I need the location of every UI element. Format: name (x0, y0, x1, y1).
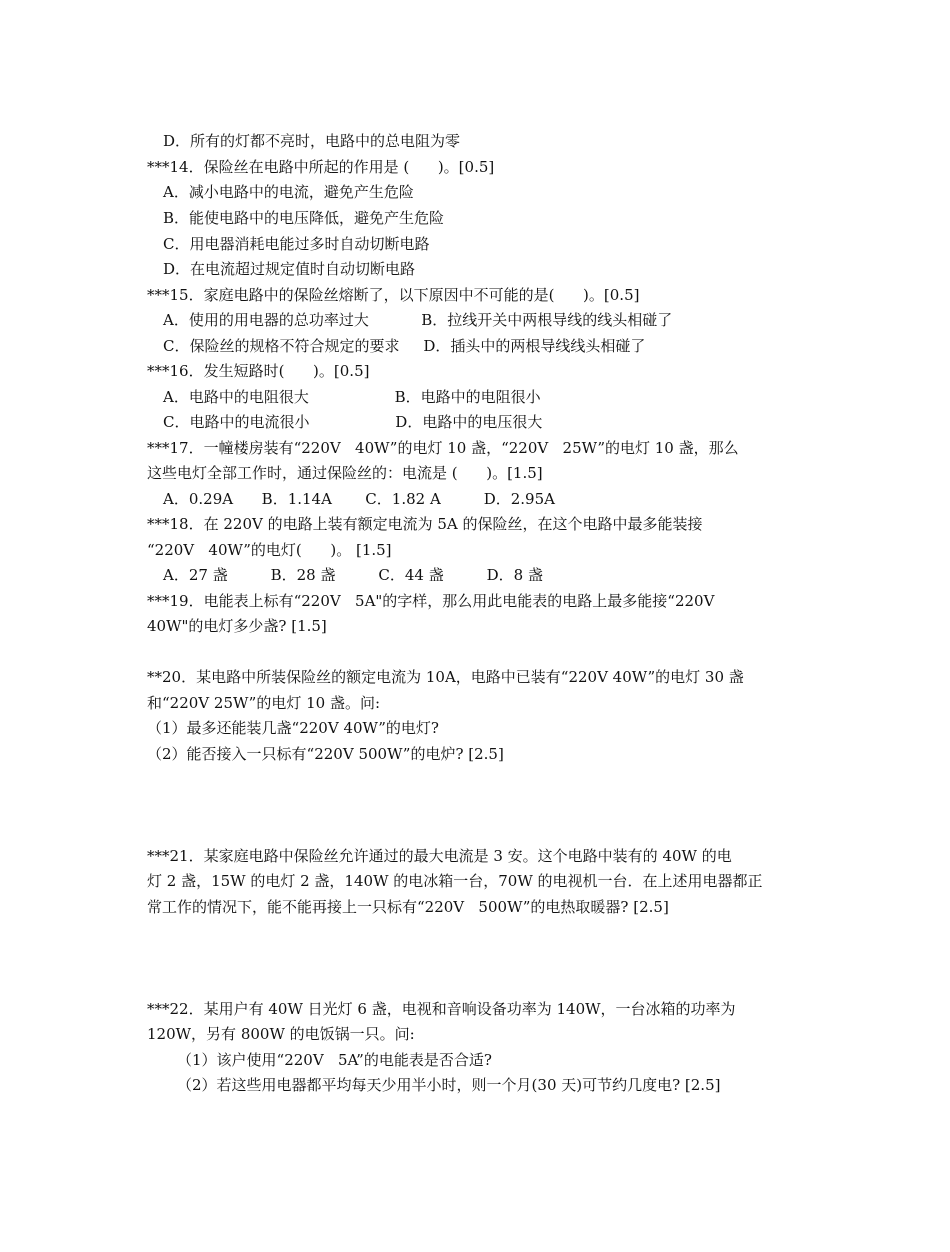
q22-subq-2: （2）若这些用电器都平均每天少用半小时，则一个月(30 天)可节约几度电? [2.5] (177, 1076, 721, 1094)
q22-subq-1: （1）该户使用“220V 5A”的电能表是否合适? (177, 1051, 492, 1069)
q15-stem: ***15．家庭电路中的保险丝熔断了，以下原因中不可能的是( )。[0.5] (147, 286, 640, 304)
q20-stem-line1: **20．某电路中所装保险丝的额定电流为 10A，电路中已装有“220V 40W”的电灯 30 盏 (147, 668, 744, 686)
q14-option-a: A．减小电路中的电流，避免产生危险 (163, 183, 414, 201)
q13-option-d: D．所有的灯都不亮时，电路中的总电阻为零 (163, 132, 461, 150)
q18-stem-line1: ***18．在 220V 的电路上装有额定电流为 5A 的保险丝，在这个电路中最多能装接 (147, 515, 703, 533)
q14-option-d: D．在电流超过规定值时自动切断电路 (163, 260, 416, 278)
q21-stem-line1: ***21．某家庭电路中保险丝允许通过的最大电流是 3 安。这个电路中装有的 40W 的电 (147, 847, 732, 865)
q14-option-b: B．能使电路中的电压降低，避免产生危险 (163, 209, 445, 227)
q22-stem-line1: ***22．某用户有 40W 日光灯 6 盏，电视和音响设备功率为 140W，一台冰箱的功率为 (147, 1000, 736, 1018)
q15-options-cd: C．保险丝的规格不符合规定的要求 D．插头中的两根导线线头相碰了 (163, 337, 646, 355)
q15-options-ab: A．使用的用电器的总功率过大 B．拉线开关中两根导线的线头相碰了 (163, 311, 673, 329)
q19-stem-line2: 40W"的电灯多少盏? [1.5] (147, 617, 327, 635)
q18-options: A．27 盏 B．28 盏 C．44 盏 D．8 盏 (163, 566, 543, 584)
q14-stem: ***14．保险丝在电路中所起的作用是 ( )。[0.5] (147, 158, 495, 176)
q19-stem-line1: ***19．电能表上标有“220V 5A"的字样，那么用此电能表的电路上最多能接“220V (147, 592, 715, 610)
q16-options-cd: C．电路中的电流很小 D．电路中的电压很大 (163, 413, 543, 431)
q22-stem-line2: 120W，另有 800W 的电饭锅一只。问: (147, 1025, 415, 1043)
q16-stem: ***16．发生短路时( )。[0.5] (147, 362, 370, 380)
q17-options: A．0.29A B．1.14A C．1.82 A D．2.95A (163, 490, 555, 508)
q17-stem-line2: 这些电灯全部工作时，通过保险丝的：电流是 ( )。[1.5] (147, 464, 543, 482)
q20-subq-2: （2）能否接入一只标有“220V 500W”的电炉? [2.5] (147, 745, 504, 763)
q21-stem-line2: 灯 2 盏，15W 的电灯 2 盏，140W 的电冰箱一台，70W 的电视机一台．在上述用电器都正 (147, 872, 763, 890)
q16-options-ab: A．电路中的电阻很大 B．电路中的电阻很小 (163, 388, 541, 406)
q14-option-c: C．用电器消耗电能过多时自动切断电路 (163, 235, 430, 253)
q20-subq-1: （1）最多还能装几盏“220V 40W”的电灯? (147, 719, 439, 737)
q18-stem-line2: “220V 40W”的电灯( )。 [1.5] (147, 541, 392, 559)
q21-stem-line3: 常工作的情况下，能不能再接上一只标有“220V 500W”的电热取暖器? [2.5] (147, 898, 669, 916)
q17-stem-line1: ***17．一幢楼房装有“220V 40W”的电灯 10 盏，“220V 25W”的电灯 10 盏，那么 (147, 439, 739, 457)
q20-stem-line2: 和“220V 25W”的电灯 10 盏。问: (147, 694, 381, 712)
